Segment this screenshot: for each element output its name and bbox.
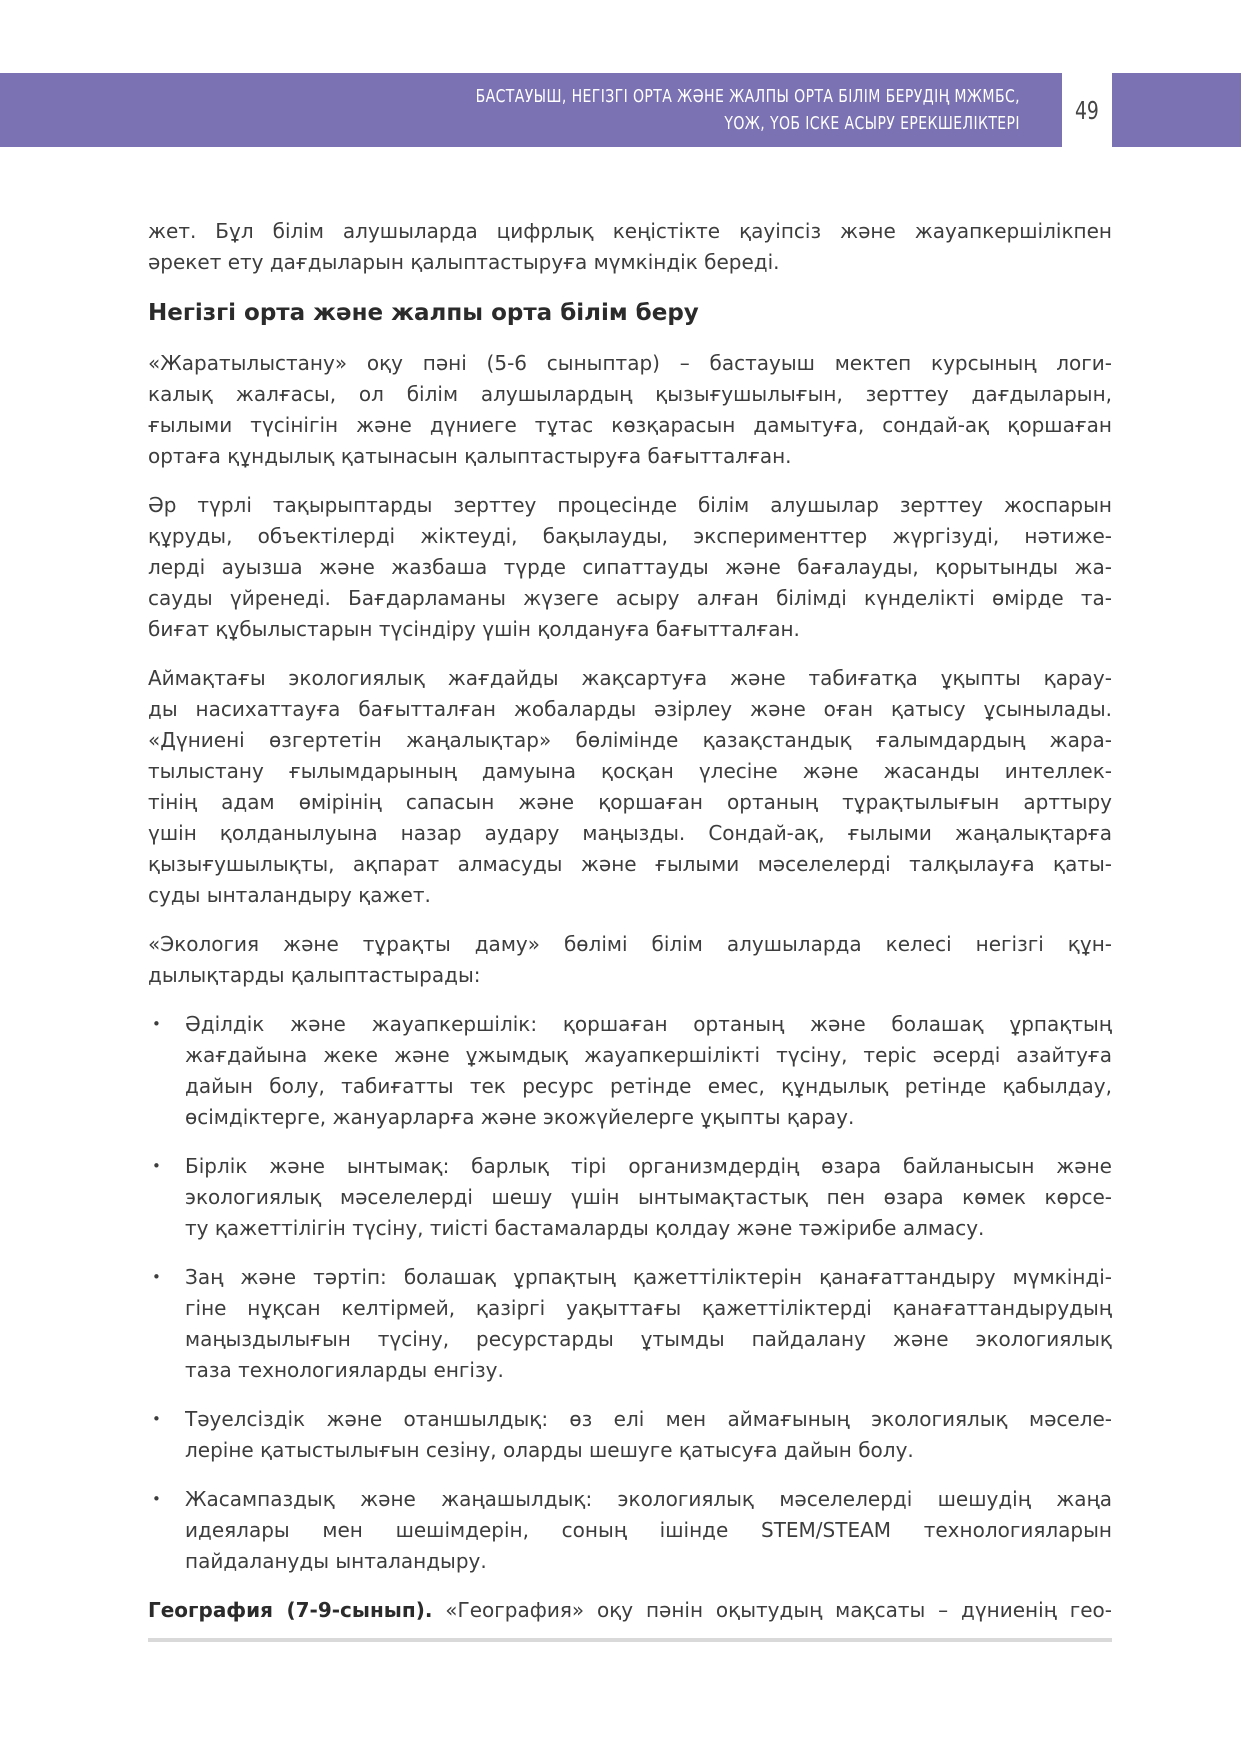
bullet-item (148, 1151, 1112, 1244)
text-line: Жасампаздық және жаңашылдық: экологиялық мәселелерді шешудің жаңа (185, 1487, 1112, 1511)
bullet-marker-icon: • (152, 1015, 161, 1033)
paragraph (148, 348, 1112, 472)
text-line: Заң және тәртіп: болашақ ұрпақтың қажеттіліктерін қанағаттандыру мүмкінді- (185, 1265, 1112, 1289)
text-line: таза технологияларды енгізу. (185, 1358, 504, 1382)
text-line: жағдайына жеке және ұжымдық жауапкершілікті түсіну, теріс әсерді азайтуға (185, 1043, 1112, 1067)
text-line: құруды, объектілерді жіктеуді, бақылауды, эксперименттер жүргізуді, нәтиже- (148, 524, 1112, 548)
paragraph (148, 1595, 1112, 1626)
text-line: калық жалғасы, ол білім алушылардың қызығушылығын, зерттеу дағдыларын, (148, 382, 1112, 406)
bullet-item (148, 1484, 1112, 1577)
text-line: леріне қатыстылығын сезіну, оларды шешуге қатысуға дайын болу. (185, 1438, 914, 1462)
text-line: пайдалануды ынталандыру. (185, 1549, 487, 1573)
text-line: әрекет ету дағдыларын қалыптастыруға мүмкіндік береді. (148, 250, 780, 274)
header-title-line2: ҮОЖ, ҮОБ ІСКЕ АСЫРУ ЕРЕКШЕЛІКТЕРІ (724, 113, 1020, 134)
bullet-marker-icon: • (152, 1490, 161, 1508)
text-line: тінің адам өмірінің сапасын және қоршаған ортаның тұрақтылығын арттыру (148, 790, 1112, 814)
text-line: «Дүниені өзгертетін жаңалықтар» бөлімінде қазақстандық ғалымдардың жара- (148, 728, 1112, 752)
text-line: ды насихаттауға бағытталған жобаларды әзірлеу және оған қатысу ұсынылады. (148, 697, 1112, 721)
text-line: гіне нұқсан келтірмей, қазіргі уақыттағы қажеттіліктерді қанағаттандырудың (185, 1296, 1112, 1320)
text-line: тылыстану ғылымдарының дамуына қосқан үлесіне және жасанды интеллек- (148, 759, 1112, 783)
text-line: өсімдіктерге, жануарларға және экожүйелерге ұқыпты қарау. (185, 1105, 855, 1129)
text-line: маңыздылығын түсіну, ресурстарды ұтымды пайдалану және экологиялық (185, 1327, 1112, 1351)
page-number (1062, 73, 1112, 147)
text-line: биғат құбылыстарын түсіндіру үшін қолдануға бағытталған. (148, 617, 800, 641)
section-heading: Негізгі орта және жалпы орта білім беру (148, 300, 699, 326)
text-line: идеялары мен шешімдерін, соның ішінде STEM/STEAM технологияларын (185, 1518, 1112, 1542)
header-corner-block (1112, 73, 1241, 147)
text-line: үшін қолданылуына назар аудару маңызды. Сондай-ақ, ғылыми жаңалықтарға (148, 821, 1112, 845)
paragraph (148, 216, 1112, 278)
header-banner (0, 73, 1062, 147)
text-line: дайын болу, табиғатты тек ресурс ретінде емес, құндылық ретінде қабылдау, (185, 1074, 1112, 1098)
bullet-item (148, 1404, 1112, 1466)
text-line: География (7-9-сынып). «География» оқу пәнін оқытудың мақсаты – дүниенің гео- (148, 1598, 1112, 1622)
text-line: жет. Бұл білім алушыларда цифрлық кеңістікте қауіпсіз және жауапкершілікпен (148, 219, 1112, 243)
footer-divider (148, 1638, 1112, 1642)
page-number-value: 49 (1075, 95, 1099, 125)
text-line: суды ынталандыру қажет. (148, 883, 431, 907)
text-line: экологиялық мәселелерді шешу үшін ынтымақтастық пен өзара көмек көрсе- (185, 1185, 1112, 1209)
text-line: Аймақтағы экологиялық жағдайды жақсартуға және табиғатқа ұқыпты қарау- (148, 666, 1112, 690)
document-body (148, 216, 1112, 1644)
header-title-line1: БАСТАУЫШ, НЕГІЗГІ ОРТА ЖӘНЕ ЖАЛПЫ ОРТА БІЛІМ БЕРУДІҢ МЖМБС, (475, 86, 1020, 107)
text-line: Әділдік және жауапкершілік: қоршаған ортаның және болашақ ұрпақтың (185, 1012, 1112, 1036)
bullet-marker-icon: • (152, 1410, 161, 1428)
text-line: ғылыми түсінігін және дүниеге тұтас көзқарасын дамытуға, сондай-ақ қоршаған (148, 413, 1112, 437)
bullet-item (148, 1009, 1112, 1133)
text-line: дылықтарды қалыптастырады: (148, 963, 481, 987)
paragraph (148, 490, 1112, 645)
text-line: Бірлік және ынтымақ: барлық тірі организмдердің өзара байланысын және (185, 1154, 1112, 1178)
text-line: лерді ауызша және жазбаша түрде сипаттауды және бағалауды, қорытынды жа- (148, 555, 1112, 579)
bullet-marker-icon: • (152, 1157, 161, 1175)
text-line: ту қажеттілігін түсіну, тиісті бастамаларды қолдау және тәжірибе алмасу. (185, 1216, 985, 1240)
text-line: «Жаратылыстану» оқу пәні (5-6 сыныптар) – бастауыш мектеп курсының логи- (148, 351, 1112, 375)
paragraph (148, 929, 1112, 991)
paragraph (148, 663, 1112, 911)
text-line: сауды үйренеді. Бағдарламаны жүзеге асыру алған білімді күнделікті өмірде та- (148, 586, 1112, 610)
paragraph-lead-bold: География (7-9-сынып). (148, 1598, 433, 1622)
bullet-marker-icon: • (152, 1268, 161, 1286)
text-line: Әр түрлі тақырыптарды зерттеу процесінде білім алушылар зерттеу жоспарын (148, 493, 1112, 517)
text-line: қызығушылықты, ақпарат алмасуды және ғылыми мәселелерді талқылауға қаты- (148, 852, 1112, 876)
text-line: Тәуелсіздік және отаншылдық: өз елі мен аймағының экологиялық мәселе- (185, 1407, 1112, 1431)
text-line: «Экология және тұрақты даму» бөлімі білім алушыларда келесі негізгі құн- (148, 932, 1112, 956)
bullet-item (148, 1262, 1112, 1386)
text-line: ортаға құндылық қатынасын қалыптастыруға бағытталған. (148, 444, 792, 468)
